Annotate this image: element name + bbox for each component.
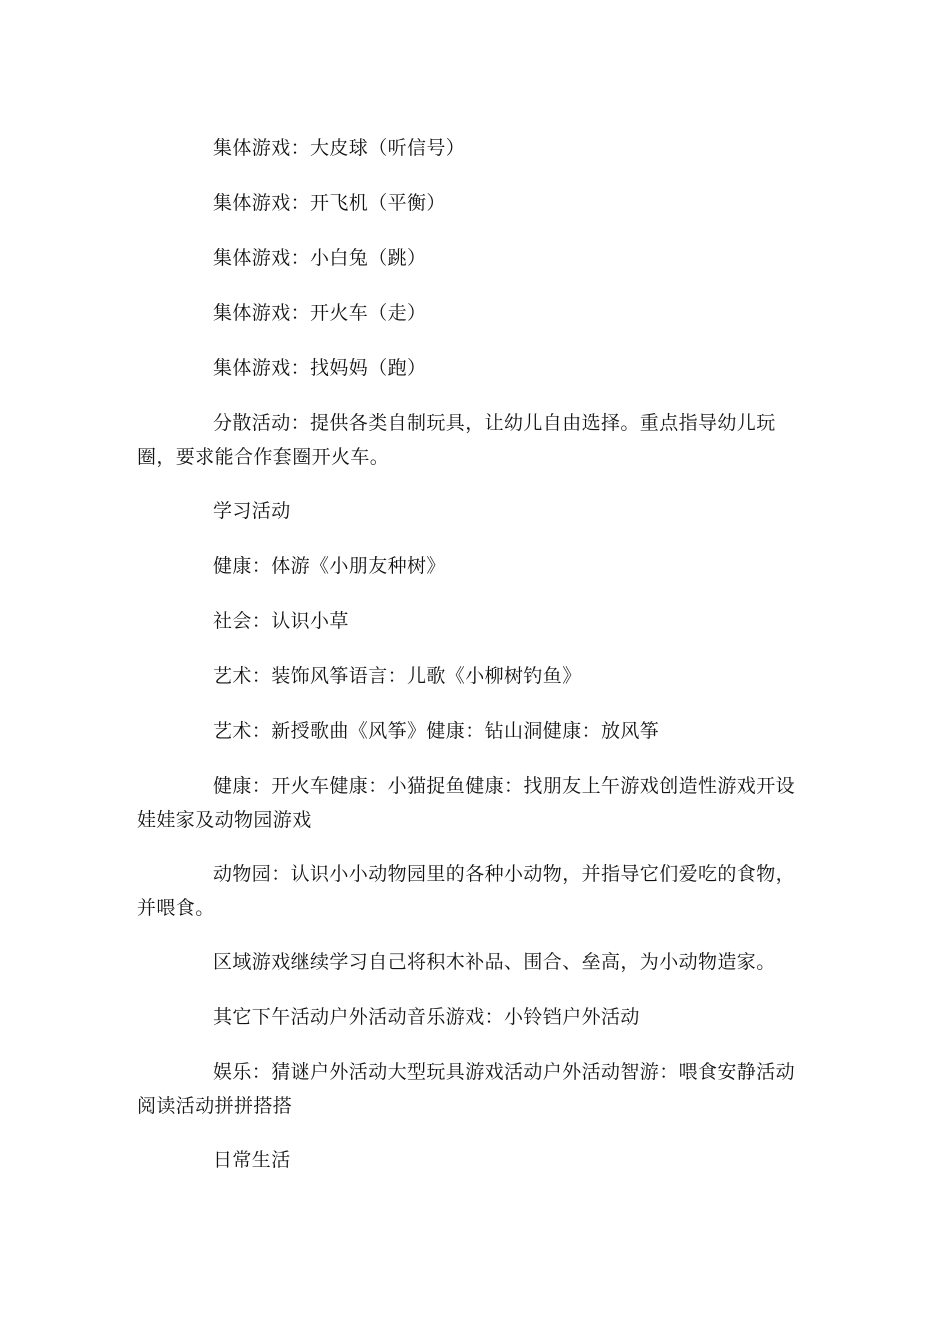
paragraph-health-tree: 健康：体游《小朋友种树》	[213, 555, 446, 577]
section-heading-daily-life: 日常生活	[213, 1149, 291, 1171]
section-heading-learning: 学习活动	[213, 500, 291, 522]
paragraph-game-find-mom: 集体游戏：找妈妈（跑）	[213, 357, 427, 379]
paragraph-game-train: 集体游戏：开火车（走）	[213, 302, 427, 324]
paragraph-game-big-ball: 集体游戏：大皮球（听信号）	[213, 137, 466, 159]
paragraph-area-game: 区域游戏继续学习自己将积木补品、围合、垒高，为小动物造家。	[213, 951, 776, 973]
paragraph-art-kite-decoration: 艺术：装饰风筝语言：儿歌《小柳树钓鱼》	[213, 665, 582, 687]
paragraph-society-grass: 社会：认识小草	[213, 610, 349, 632]
paragraph-game-white-rabbit: 集体游戏：小白兔（跳）	[213, 247, 427, 269]
paragraph-game-airplane: 集体游戏：开飞机（平衡）	[213, 192, 446, 214]
paragraph-zoo: 动物园：认识小小动物园里的各种小动物，并指导它们爱吃的食物，并喂食。	[137, 863, 796, 919]
paragraph-free-activity: 分散活动：提供各类自制玩具，让幼儿自由选择。重点指导幼儿玩圈，要求能合作套圈开火车。	[137, 412, 776, 468]
paragraph-entertainment: 娱乐：猜谜户外活动大型玩具游戏活动户外活动智游：喂食安静活动阅读活动拼拼搭搭	[137, 1061, 796, 1117]
paragraph-afternoon-activity: 其它下午活动户外活动音乐游戏：小铃铛户外活动	[213, 1006, 640, 1028]
paragraph-health-games: 健康：开火车健康：小猫捉鱼健康：找朋友上午游戏创造性游戏开设娃娃家及动物园游戏	[137, 775, 796, 831]
paragraph-art-kite-song: 艺术：新授歌曲《风筝》健康：钻山洞健康：放风筝	[213, 720, 660, 742]
